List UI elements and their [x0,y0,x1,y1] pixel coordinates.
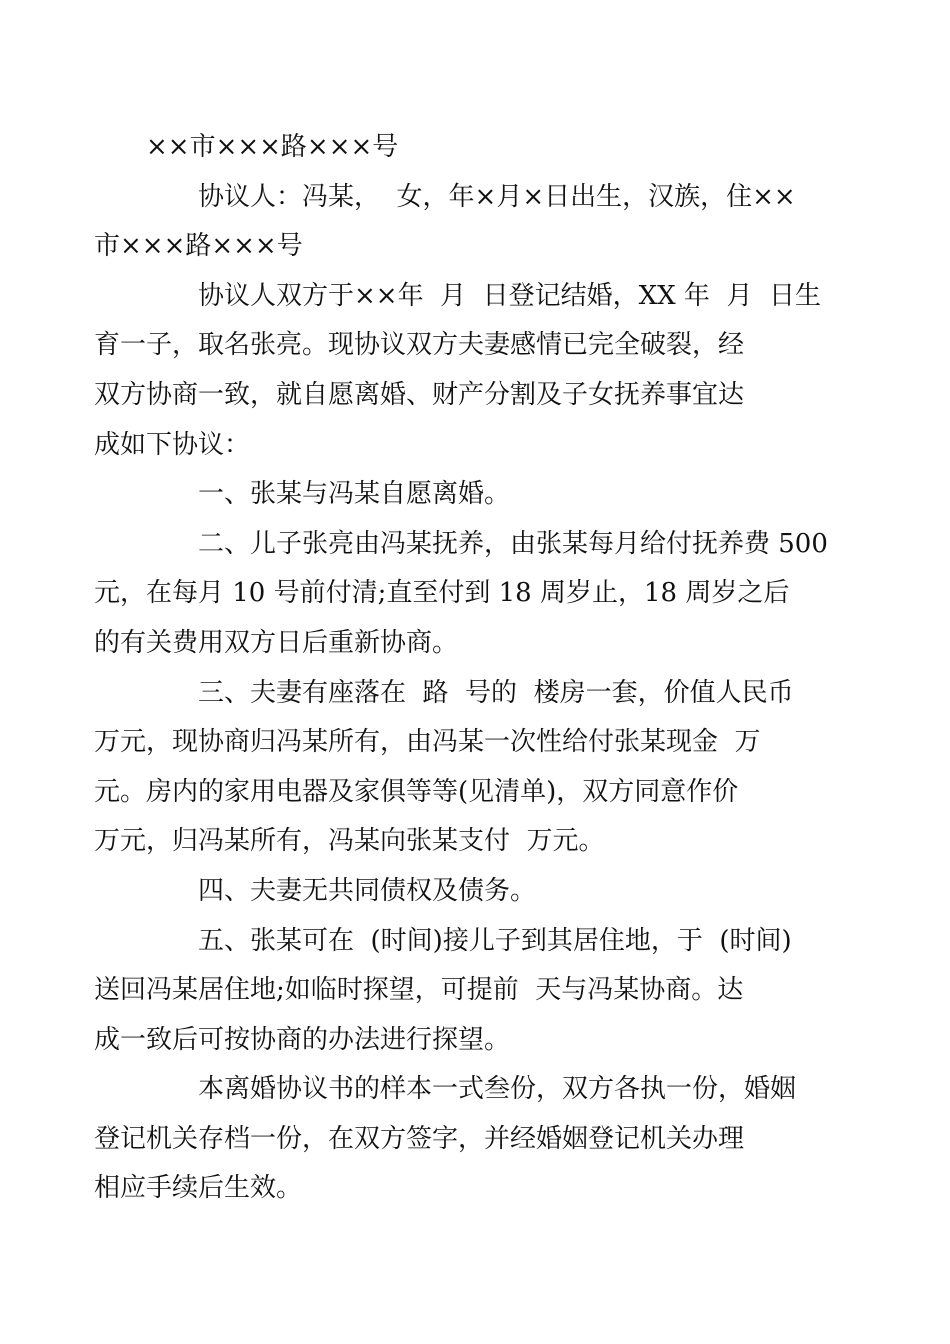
text-line: 五、张某可在 (时间)接儿子到其居住地，于 (时间) [198,925,792,956]
text-line: 的有关费用双方日后重新协商。 [94,627,459,658]
text-line: 二、儿子张亮由冯某抚养，由张某每月给付抚养费 500 [198,528,828,559]
text-line: 元。房内的家用电器及家俱等等(见清单)，双方同意作价 [94,776,739,807]
text-line: 育一子，取名张亮。现协议双方夫妻感情已完全破裂，经 [94,330,745,361]
text-line: 万元，现协商归冯某所有，由冯某一次性给付张某现金 万 [94,727,761,758]
text-line: 相应手续后生效。 [94,1173,303,1204]
text-line: 协议人双方于××年 月 日登记结婚，XX 年 月 日生 [198,280,821,311]
text-line: 四、夫妻无共同债权及债务。 [198,875,537,906]
intro-paragraph [94,272,821,470]
text-line: 万元，归冯某所有，冯某向张某支付 万元。 [94,826,605,857]
party-paragraph [94,173,806,272]
document-body [94,123,828,1214]
text-line: ××市×××路×××号 [146,132,399,162]
text-line: 双方协商一致，就自愿离婚、财产分割及子女抚养事宜达 [94,379,745,410]
text-line: 送回冯某居住地;如临时探望，可提前 天与冯某协商。达 [94,975,744,1006]
clause-4-paragraph [146,867,806,917]
text-line: 成一致后可按协商的办法进行探望。 [94,1024,511,1055]
clause-3-paragraph [94,669,806,867]
text-line: 成如下协议： [94,429,251,460]
address-paragraph [146,123,806,173]
text-line: 协议人：冯某， 女，年×月×日出生，汉族，住×× [198,181,796,212]
closing-paragraph [94,1065,806,1214]
clause-2-paragraph [94,520,828,669]
text-line: 登记机关存档一份，在双方签字，并经婚姻登记机关办理 [94,1123,745,1154]
clause-5-paragraph [94,917,806,1066]
text-line: 市×××路×××号 [94,231,303,262]
text-line: 一、张某与冯某自愿离婚。 [198,479,511,510]
text-line: 本离婚协议书的样本一式叁份，双方各执一份，婚姻 [198,1074,797,1105]
clause-1-paragraph [146,470,806,520]
text-line: 三、夫妻有座落在 路 号的 楼房一套，价值人民币 [198,677,794,708]
text-line: 元，在每月 10 号前付清;直至付到 18 周岁止，18 周岁之后 [94,578,790,609]
